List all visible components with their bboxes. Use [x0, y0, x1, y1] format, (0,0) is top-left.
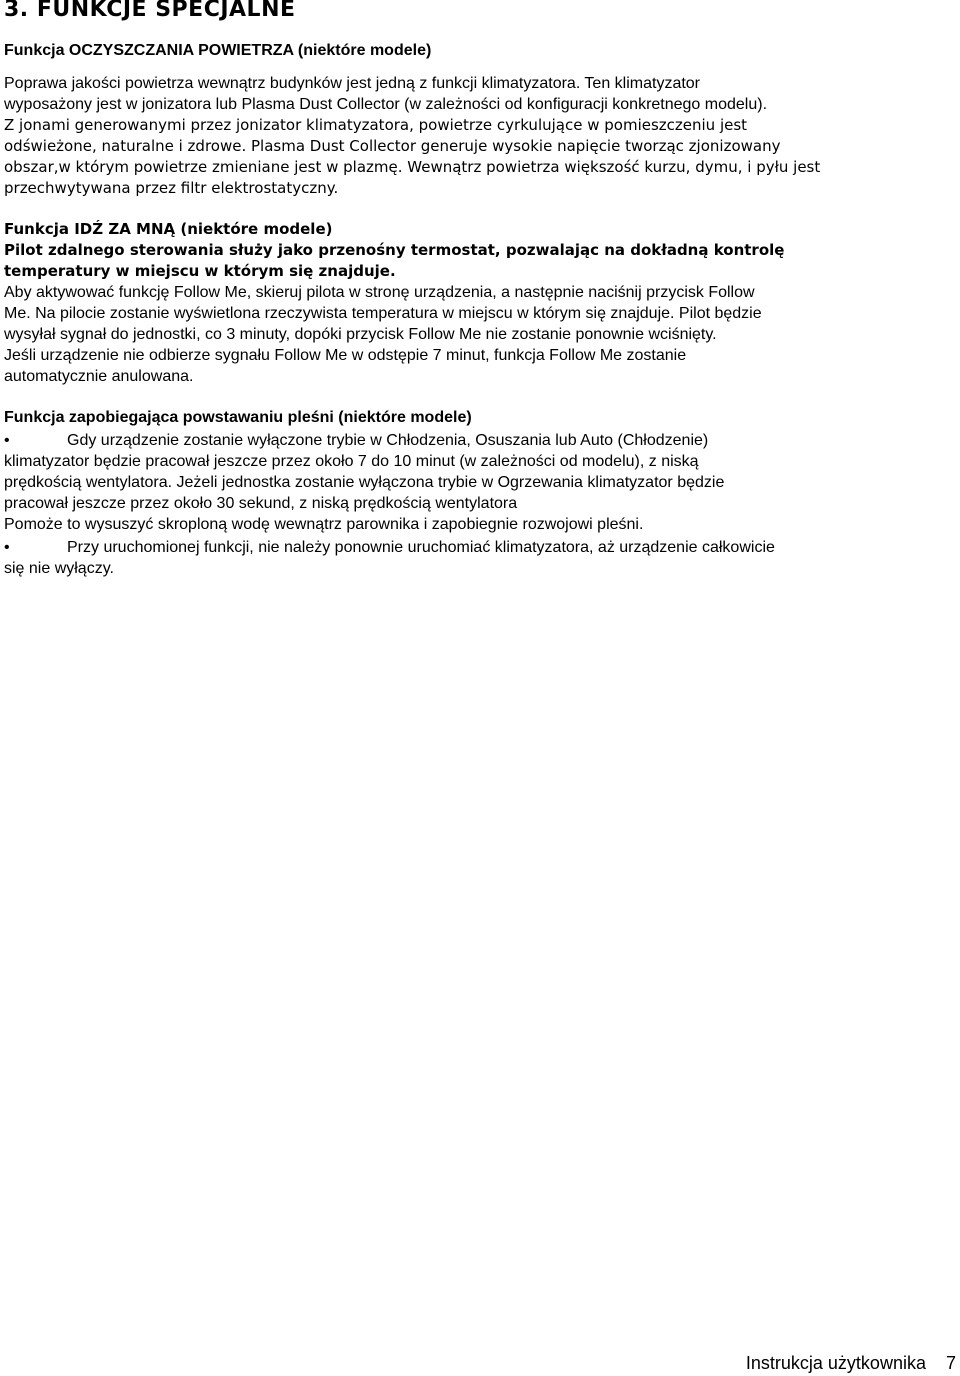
paragraph-line: wyposażony jest w jonizatora lub Plasma Dust Collector (w zależności od konfiguracji konkretnego modelu). [4, 96, 768, 113]
paragraph-line: Jeśli urządzenie nie odbierze sygnału Follow Me w odstępie 7 minut, funkcja Follow Me zostanie [4, 347, 687, 364]
chapter-title: 3. FUNKCJE SPECJALNE [4, 0, 296, 22]
bullet-text: Przy uruchomionej funkcji, nie należy ponownie uruchomiać klimatyzatora, aż urządzenie całkowicie [67, 539, 775, 556]
paragraph-line: Z jonami generowanymi przez jonizator klimatyzatora, powietrze cyrkulujące w pomieszczeniu jest [4, 116, 748, 134]
paragraph-line: prędkością wentylatora. Jeżeli jednostka zostanie wyłączona trybie w Ogrzewania klimatyzator będzie [4, 474, 725, 491]
bold-paragraph-line: Pilot zdalnego sterowania służy jako przenośny termostat, pozwalając na dokładną kontrolę [4, 241, 785, 259]
bullet-text: Gdy urządzenie zostanie wyłączone trybie w Chłodzenia, Osuszania lub Auto (Chłodzenie) [67, 432, 709, 449]
document-page [4, 0, 954, 579]
bullet-icon: • [4, 539, 10, 556]
paragraph-line: Pomoże to wysuszyć skroploną wodę wewnątrz parownika i zapobiegnie rozwojowi pleśni. [4, 516, 644, 533]
page-number: 7 [945, 1353, 956, 1373]
paragraph-line: automatycznie anulowana. [4, 368, 194, 385]
paragraph-line: przechwytywana przez filtr elektrostatyczny. [4, 179, 339, 197]
footer-label: Instrukcja użytkownika [745, 1353, 926, 1373]
paragraph-line: Aby aktywować funkcję Follow Me, skieruj pilota w stronę urządzenia, a następnie naciśnij przycisk Follow [4, 284, 755, 301]
section-heading-air-purification: Funkcja OCZYSZCZANIA POWIETRZA (niektóre modele) [4, 42, 432, 59]
section-heading-anti-mold: Funkcja zapobiegająca powstawaniu pleśni (niektóre modele) [4, 409, 472, 426]
paragraph-line: się nie wyłączy. [4, 560, 114, 577]
page-footer [746, 1352, 956, 1374]
paragraph-line: klimatyzator będzie pracował jeszcze przez około 7 do 10 minut (w zależności od modelu), z niską [4, 453, 699, 470]
paragraph-line: Poprawa jakości powietrza wewnątrz budynków jest jedną z funkcji klimatyzatora. Ten klimatyzator [4, 75, 701, 92]
paragraph-line: Me. Na pilocie zostanie wyświetlona rzeczywista temperatura w miejscu w którym się znajduje. Pilot będzie [4, 305, 762, 322]
bold-paragraph-line: temperatury w miejscu w którym się znajduje. [4, 262, 396, 280]
paragraph-line: odświeżone, naturalne i zdrowe. Plasma Dust Collector generuje wysokie napięcie tworząc zjonizowany [4, 137, 781, 155]
paragraph-line: pracował jeszcze przez około 30 sekund, z niską prędkością wentylatora [4, 495, 518, 512]
section-heading-follow-me: Funkcja IDŹ ZA MNĄ (niektóre modele) [4, 220, 333, 238]
paragraph-line: obszar,w którym powietrze zmieniane jest w plazmę. Wewnątrz powietrza większość kurzu, dymu, i pyłu jest [4, 158, 821, 176]
bullet-item [4, 537, 954, 558]
bullet-icon: • [4, 432, 10, 449]
bullet-item [4, 430, 954, 451]
paragraph-line: wysyłał sygnał do jednostki, co 3 minuty, dopóki przycisk Follow Me nie zostanie ponownie wciśnięty. [4, 326, 717, 343]
